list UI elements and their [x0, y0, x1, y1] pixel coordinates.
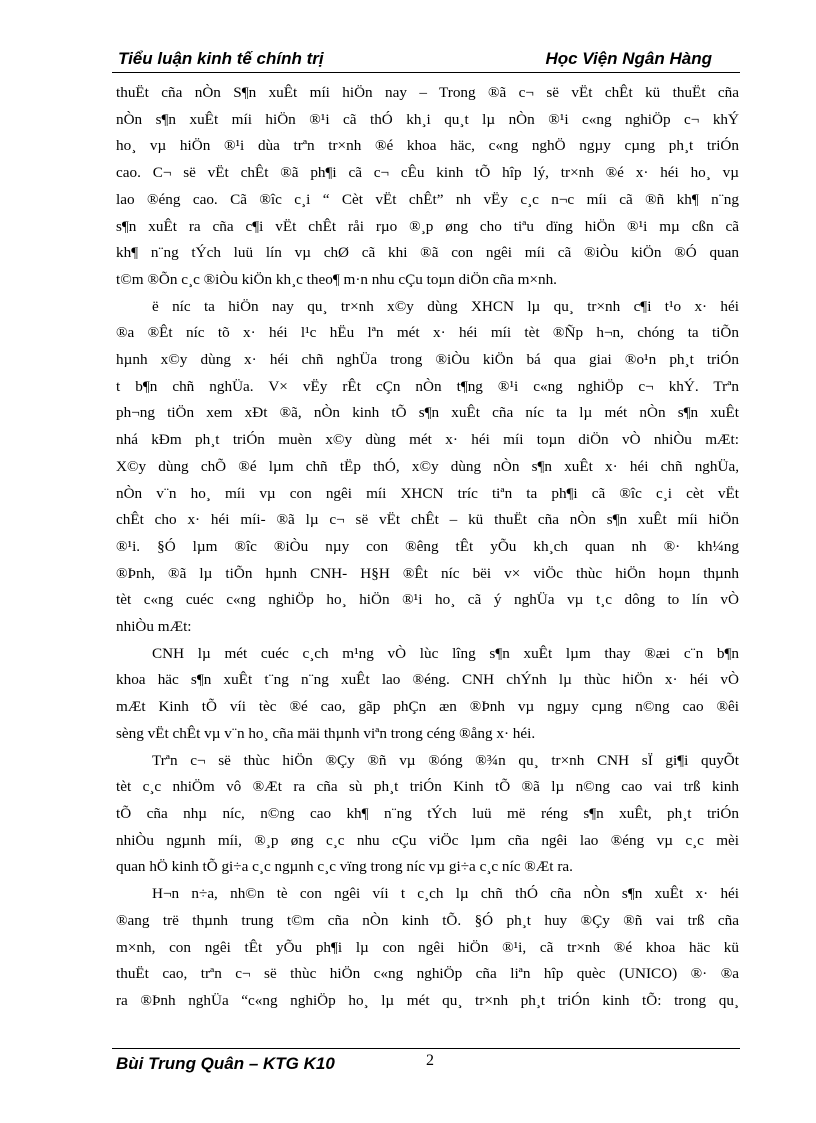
body-line: nhiÒu mÆt: [116, 618, 192, 636]
body-line: mÆt Kinh tÕ víi tèc ®é cao, gãp phÇn æn ®Þnh vµ ngµy cµng n©ng cao ®êi [116, 698, 739, 716]
header-title-left: Tiểu luận kinh tế chính trị [118, 49, 324, 68]
page-header [112, 48, 740, 73]
body-line: ho¸ vµ hiÖn ®¹i dùa trªn tr×nh ®é khoa häc, c«ng nghÖ ngµy cµng ph¸t triÓn [116, 137, 739, 155]
body-line: t b¶n chñ nghÜa. V× vËy rÊt cÇn nÒn t¶ng ®¹i c«ng nghiÖp c¬ khÝ. Trªn [116, 377, 739, 395]
header-title-right: Học Viện Ngân Hàng [545, 49, 712, 68]
body-line: Trªn c¬ së thùc hiÖn ®Çy ®ñ vµ ®óng ®¾n qu¸ tr×nh CNH sÏ gi¶i quyÕt [152, 751, 739, 769]
body-line: khoa häc s¶n xuÊt t¨ng n¨ng xuÊt lao ®éng. CNH chÝnh lµ thùc hiÖn x· héi vÒ [116, 671, 739, 689]
body-line: nÒn s¶n xuÊt míi hiÖn ®¹i cã thÓ kh¸i qu¸t lµ nÒn ®¹i c«ng nghiÖp c¬ khÝ [116, 110, 739, 128]
body-line: nÒn v¨n ho¸ míi vµ con ngêi míi XHCN tríc tiªn ta ph¶i cã ®îc c¸i cèt vËt [116, 484, 739, 502]
page-number: 2 [426, 1052, 434, 1069]
body-line: lao ®éng cao. Cã ®îc c¸i “ Cèt vËt chÊt” nh vËy c¸c n¬c míi cã ®ñ kh¶ n¨ng [116, 190, 739, 208]
body-line: tèt c¸c nhiÖm vô ®Æt ra cña sù ph¸t triÓn Kinh tÕ ®ã lµ n©ng cao vai trß kinh [116, 778, 739, 796]
body-line: hµnh x©y dùng x· héi chñ nghÜa trong ®iÒu kiÖn bá qua giai ®o¹n ph¸t triÓn [116, 351, 739, 369]
body-line: CNH lµ mét cuéc c¸ch m¹ng vÒ lùc lîng s¶n xuÊt lµm thay ®æi c¨n b¶n [152, 644, 739, 662]
page-footer [112, 1048, 740, 1077]
body-line: m×nh, con ngêi tÊt yÕu ph¶i lµ con ngêi hiÖn ®¹i, cã tr×nh ®é khoa häc kü [116, 938, 739, 956]
body-line: s¶n xuÊt ra cña c¶i vËt chÊt råi rµo ®¸p øng cho tiªu dïng hiÖn ®¹i mµ cßn cã [116, 217, 739, 235]
body-line: ë níc ta hiÖn nay qu¸ tr×nh x©y dùng XHCN lµ qu¸ tr×nh c¶i t¹o x· héi [152, 297, 739, 315]
body-line: nhá kÐm ph¸t triÓn muèn x©y dùng mét x· héi míi toµn diÖn vÒ nhiÒu mÆt: [116, 431, 739, 449]
body-line: thuËt cao, trªn c¬ së thùc hiÖn c«ng nghiÖp cña liªn hîp quèc (UNICO) ®· ®a [116, 965, 739, 983]
body-line: ®ang trë thµnh trung t©m cña nÒn kinh tÕ. §Ó ph¸t huy ®Çy ®ñ vai trß cña [116, 911, 739, 929]
body-line: chÊt cho x· héi míi- ®ã lµ c¬ së vËt chÊt – kü thuËt cña nÒn s¶n xuÊt míi hiÖn [116, 511, 739, 529]
body-line: cao. C¬ së vËt chÊt ®ã ph¶i cã c¬ cÊu kinh tÕ hîp lý, tr×nh ®é x· héi ho¸ vµ [116, 164, 739, 182]
body-line: quan hÖ kinh tÕ gi÷a c¸c ngµnh c¸c vïng trong níc vµ gi÷a c¸c níc ®Æt ra. [116, 858, 573, 876]
body-line: ra ®Þnh nghÜa “c«ng nghiÖp ho¸ lµ mét qu¸ tr×nh ph¸t triÓn kinh tÕ: trong qu¸ [116, 991, 739, 1009]
body-line: X©y dùng chÕ ®é lµm chñ tËp thÓ, x©y dùng nÒn s¶n xuÊt x· héi chñ nghÜa, [116, 457, 739, 475]
body-line: tèt c«ng cuéc c«ng nghiÖp ho¸ hiÖn ®¹i ho¸ cã ý nghÜa vµ t¸c dông to lín vÒ [116, 591, 739, 609]
body-line: ®Þnh, ®ã lµ tiÕn hµnh CNH- H§H ®Êt níc bëi v× viÖc thùc hiÖn hoµn thµnh [116, 564, 739, 582]
body-line: t©m ®Õn c¸c ®iÒu kiÖn kh¸c theo¶ m·n nhu cÇu toµn diÖn cña m×nh. [116, 270, 557, 288]
body-line: kh¶ n¨ng tÝch luü lín vµ chØ cã khi ®ã con ngêi míi cã ®iÒu kiÖn ®Ó quan [116, 244, 739, 262]
body-line: sèng vËt chÊt vµ v¨n ho¸ cña mäi thµnh viªn trong céng ®ång x· héi. [116, 724, 536, 742]
body-line: ®a ®Êt níc tõ x· héi l¹c hËu lªn mét x· héi míi tèt ®Ñp h¬n, chóng ta tiÕn [116, 324, 739, 342]
body-line: ®¹i. §Ó lµm ®îc ®iÒu nµy con ®êng tÊt yÕu kh¸ch quan nh ®· kh¼ng [116, 537, 739, 555]
body-line: nhiÒu ngµnh míi, ®¸p øng c¸c nhu cÇu viÖc lµm cña ngêi lao ®éng vµ c¸c mèi [116, 831, 739, 849]
body-line: tÕ cña nhµ níc, n©ng cao kh¶ n¨ng tÝch luü më réng s¶n xuÊt, ph¸t triÓn [116, 804, 739, 822]
body-line: H¬n n÷a, nh©n tè con ngêi víi t c¸ch lµ chñ thÓ cña nÒn s¶n xuÊt x· héi [152, 885, 739, 903]
document-body [116, 80, 739, 1015]
body-line: ph¬ng tiÖn xem xÐt ®ã, nÒn kinh tÕ s¶n xuÊt cña níc ta lµ mét nÒn s¶n xuÊt [116, 404, 739, 422]
footer-author: Bùi Trung Quân – KTG K10 [116, 1054, 335, 1073]
body-line: thuËt cña nÒn S¶n xuÊt míi hiÖn nay – Trong ®ã c¬ së vËt chÊt kü thuËt cña [116, 84, 739, 101]
